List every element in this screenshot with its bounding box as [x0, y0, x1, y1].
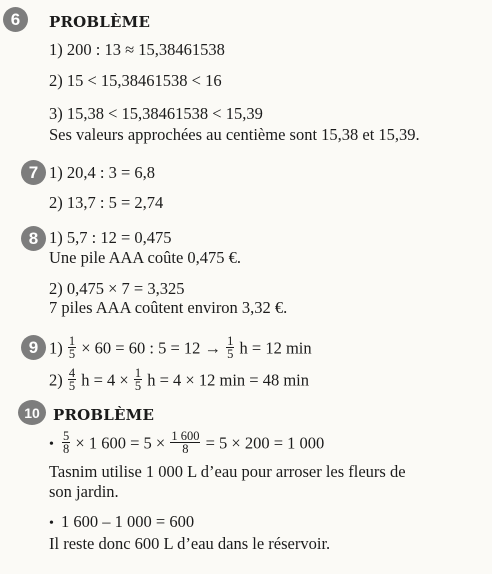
answer-line: 2) $\frac{4}{5}$ h = 4 × $\frac{1}{5}$ h = 4 × 12 min = 48 min — [49, 366, 310, 393]
fraction: $\frac{1}{5}$ — [134, 366, 142, 393]
fraction: $\frac{4}{5}$ — [68, 366, 76, 393]
answer-line: Ses valeurs approchées au centième sont 15,38 et 15,39. — [49, 125, 420, 144]
answer-line: 1) 5,7 : 12 = 0,475 — [49, 228, 172, 247]
answer-line: 2) 13,7 : 5 = 2,74 — [49, 193, 164, 212]
fraction: $\frac{1}{5}$ — [68, 334, 76, 361]
answer-line: 1) 20,4 : 3 = 6,8 — [49, 163, 156, 182]
answer-line: • $\frac{5}{8}$ × 1 600 = 5 × $\frac{1 600}{8}$ = 5 × 200 = 1 000 — [49, 429, 325, 456]
exercise-number-badge: 10 — [18, 400, 46, 425]
answer-line: Tasnim utilise 1 000 L d’eau pour arroser les fleurs de — [49, 462, 406, 481]
answer-line: Une pile AAA coûte 0,475 €. — [49, 248, 242, 267]
bullet: • — [49, 516, 54, 531]
fraction: $\frac{5}{8}$ — [63, 429, 70, 456]
answer-line: 2) 15 < 15,38461538 < 16 — [49, 71, 222, 90]
answer-line: son jardin. — [49, 482, 119, 501]
answer-line: • 1 600 – 1 000 = 600 — [49, 512, 195, 531]
exercise-heading: PROBLÈME — [53, 406, 155, 424]
exercise-heading: PROBLÈME — [49, 13, 151, 31]
answer-line: 3) 15,38 < 15,38461538 < 15,39 — [49, 104, 263, 123]
answer-line: Il reste donc 600 L d’eau dans le réservoir. — [49, 534, 331, 553]
exercise-number-badge: 7 — [21, 160, 46, 185]
answer-line: 2) 0,475 × 7 = 3,325 — [49, 279, 185, 298]
bullet: • — [49, 437, 54, 453]
answer-line: 1) 200 : 13 ≈ 15,38461538 — [49, 40, 225, 59]
exercise-number-badge: 6 — [3, 7, 28, 32]
exercise-number-badge: 9 — [21, 335, 46, 360]
fraction: $\frac{1 600}{8}$ — [171, 429, 200, 456]
answer-line: 7 piles AAA coûtent environ 3,32 €. — [49, 298, 288, 317]
answer-line: 1) $\frac{1}{5}$ × 60 = 60 : 5 = 12 → $\frac{1}{5}$ h = 12 min — [49, 334, 312, 361]
exercise-number-badge: 8 — [21, 226, 46, 251]
fraction: $\frac{1}{5}$ — [227, 334, 234, 361]
